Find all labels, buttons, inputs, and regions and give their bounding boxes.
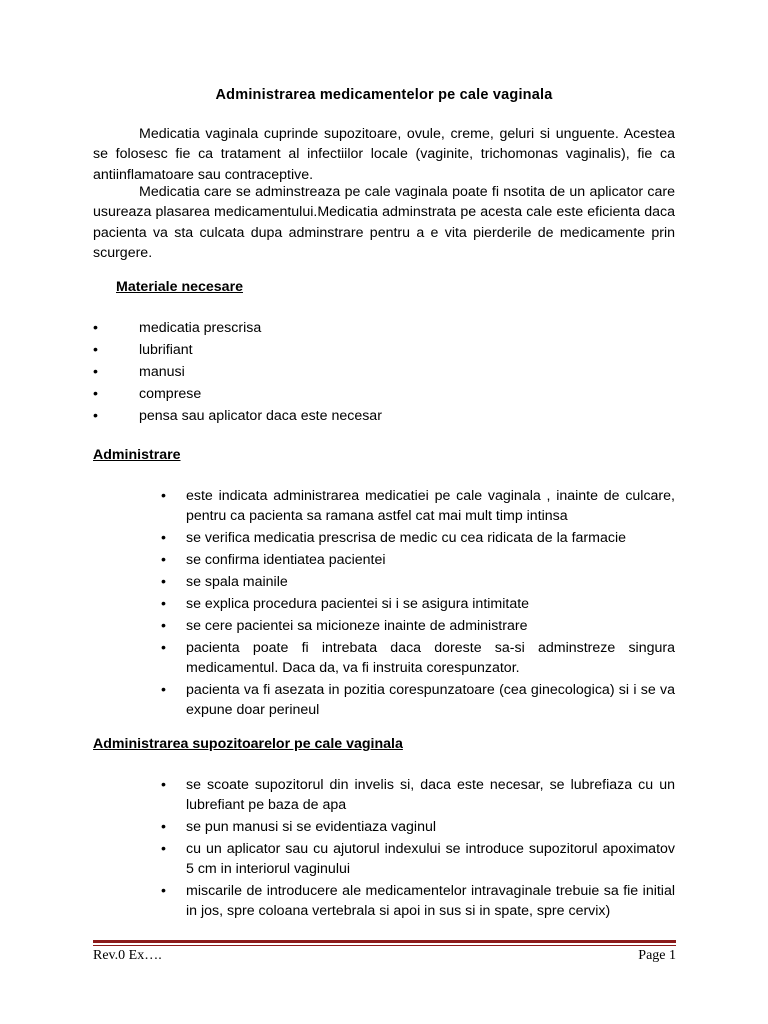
bullet-icon: • <box>161 819 166 835</box>
list-item <box>159 616 675 636</box>
list-item-text: se explica procedura pacientei si i se asigura intimitate <box>186 596 530 612</box>
bullet-icon: • <box>161 596 166 612</box>
bullet-icon: • <box>161 618 166 634</box>
list-item-text: se scoate supozitorul din invelis si, daca este necesar, se lubrefiaza cu un lubrefiant pe baza de apa <box>186 777 675 813</box>
list-item-text: manusi <box>139 364 185 380</box>
bullet-icon: • <box>93 342 98 358</box>
bullet-icon: • <box>93 408 98 424</box>
bullet-icon: • <box>93 364 98 380</box>
list-item-text: comprese <box>139 386 202 402</box>
list-item-text: pensa sau aplicator daca este necesar <box>139 408 382 424</box>
list-item-text: cu un aplicator sau cu ajutorul indexului se introduce supozitorul apoximatov 5 cm in interiorul vaginului <box>186 841 675 877</box>
paragraph-applicator: Medicatia care se adminstreaza pe cale vaginala poate fi nsotita de un aplicator care usureaza plasarea medicamentului.Medicatia adminstrata pe acesta cale este eficienta daca pacienta va sta culcata dupa adminstrare pentru a e vita pierderile de medicamente prin scurgere. <box>93 184 675 261</box>
bullet-icon: • <box>161 841 166 857</box>
bullet-icon: • <box>161 488 166 504</box>
bullet-icon: • <box>93 320 98 336</box>
bullet-icon: • <box>161 682 166 698</box>
bullet-icon: • <box>161 574 166 590</box>
document-title: Administrarea medicamentelor pe cale vaginala <box>215 87 553 103</box>
list-item-text: se verifica medicatia prescrisa de medic cu cea ridicata de la farmacie <box>186 530 626 546</box>
list-item <box>159 550 675 570</box>
list-item-text: miscarile de introducere ale medicamentelor intravaginale trebuie sa fie initial in jos, spre coloana vertebrala si apoi in sus si in spate, spre cervix) <box>186 883 675 919</box>
list-item-text: este indicata administrarea medicatiei pe cale vaginala , inainte de culcare, pentru ca pacienta sa ramana astfel cat mai mult timp intinsa <box>186 488 675 524</box>
materials-heading: Materiale necesare <box>116 279 243 295</box>
list-item <box>93 406 675 428</box>
paragraph-intro: Medicatia vaginala cuprinde supozitoare, ovule, creme, geluri si unguente. Acestea se folosesc fie ca tratament al infectiilor locale (vaginite, trichomonas vaginalis), fie ca antiinflamatoare sau contraceptive. <box>93 126 675 183</box>
list-item <box>93 384 675 406</box>
bullet-icon: • <box>161 552 166 568</box>
list-item-text: pacienta va fi asezata in pozitia corespunzatoare (cea ginecologica) si i se va expune doar perineul <box>186 682 675 718</box>
bullet-icon: • <box>161 530 166 546</box>
list-item <box>159 775 675 815</box>
list-item-text: lubrifiant <box>139 342 193 358</box>
list-item <box>159 572 675 592</box>
list-item <box>159 881 675 921</box>
footer-rule <box>93 940 676 943</box>
list-item <box>159 817 675 837</box>
suppositories-list <box>159 775 675 923</box>
bullet-icon: • <box>93 386 98 402</box>
administration-heading: Administrare <box>93 447 181 463</box>
list-item <box>93 340 675 362</box>
list-item <box>159 680 675 720</box>
bullet-icon: • <box>161 883 166 899</box>
list-item <box>159 486 675 526</box>
list-item-text: pacienta poate fi intrebata daca doreste sa-si adminstreze singura medicamentul. Daca da, va fi instruita corespunzator. <box>186 640 675 676</box>
footer-revision: Rev.0 Ex…. <box>93 948 162 963</box>
list-item <box>159 839 675 879</box>
footer-page-number: Page 1 <box>638 948 676 963</box>
list-item <box>93 318 675 340</box>
list-item-text: se pun manusi si se evidentiaza vaginul <box>186 819 437 835</box>
footer-rule-thin <box>93 945 676 946</box>
list-item-text: se spala mainile <box>186 574 288 590</box>
list-item-text: se cere pacientei sa micioneze inainte de administrare <box>186 618 528 634</box>
list-item-text: se confirma identiatea pacientei <box>186 552 386 568</box>
administration-list <box>159 486 675 722</box>
bullet-icon: • <box>161 777 166 793</box>
suppositories-heading: Administrarea supozitoarelor pe cale vaginala <box>93 736 403 752</box>
list-item <box>93 362 675 384</box>
bullet-icon: • <box>161 640 166 656</box>
list-item <box>159 594 675 614</box>
list-item <box>159 528 675 548</box>
list-item <box>159 638 675 678</box>
list-item-text: medicatia prescrisa <box>139 320 262 336</box>
materials-list <box>93 318 675 428</box>
